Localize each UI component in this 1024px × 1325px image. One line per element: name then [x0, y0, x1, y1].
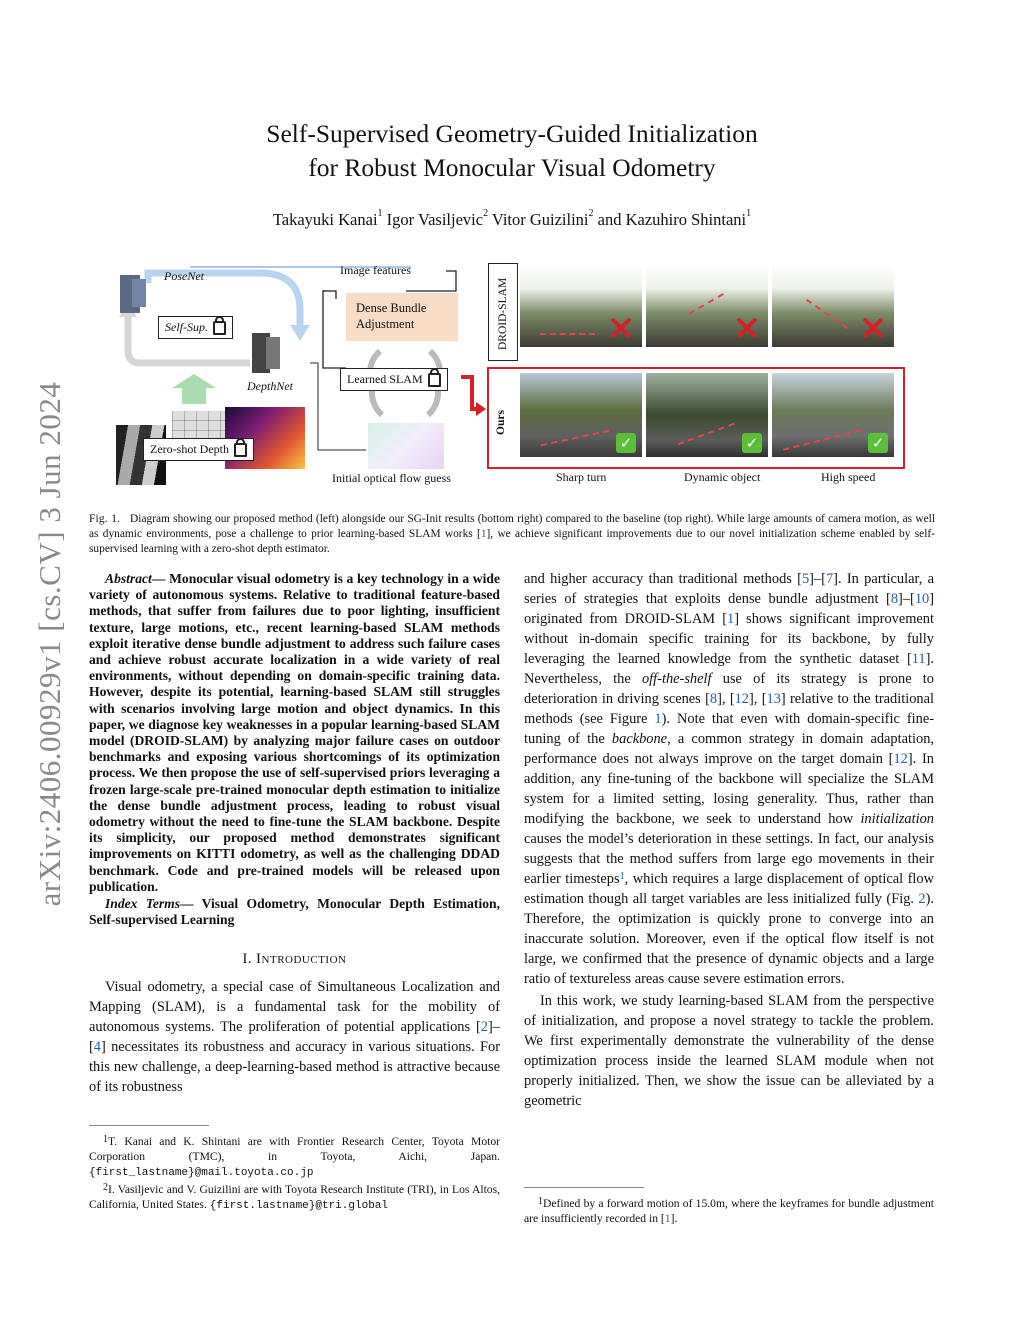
learned-slam-box: Learned SLAM	[340, 368, 448, 391]
droid-result-high-speed	[772, 263, 894, 347]
footnote-link[interactable]: 1	[619, 871, 625, 882]
author-list: Takayuki Kanai$^1$ Igor Vasiljevic$^2$ Vitor Guizilini$^2$ and Kazuhiro Shintani$^1$	[272, 208, 752, 229]
up-arrow-icon	[182, 388, 206, 404]
arxiv-stamp: arXiv:2406.00929v1 [cs.CV] 3 Jun 2024	[32, 381, 67, 907]
citation-link[interactable]: 12	[734, 691, 749, 707]
citation-link[interactable]: 8	[890, 591, 899, 607]
footnote-affiliation-1: $^1$T. Kanai and K. Shintani are with Frontier Research Center, Toyota Motor Corporation (TMC), in Toyota, Aichi, Japan. {first_lastname}@mail.toyota.co.jp	[89, 1134, 500, 1179]
ours-row-label: Ours	[495, 410, 507, 435]
check-icon: ✓	[868, 433, 888, 453]
lock-icon	[428, 373, 441, 387]
paper-title: Self-Supervised Geometry-Guided Initialization for Robust Monocular Visual Odometry	[266, 119, 758, 182]
col-label: Dynamic object	[684, 470, 761, 484]
citation-link[interactable]: 4	[93, 1039, 101, 1056]
initial-flow-label: Initial optical flow guess	[332, 471, 451, 485]
section-heading: I. Introduction	[242, 951, 347, 968]
self-sup-box: Self-Sup.	[158, 316, 233, 339]
citation-link[interactable]: 13	[766, 691, 781, 707]
footnote-affiliation-2: $^2$I. Vasiljevic and V. Guizilini are with Toyota Research Institute (TRI), in Los Altos, California, United States. {first.lastname}@tri.global	[89, 1182, 500, 1212]
lock-icon	[234, 443, 247, 457]
up-arrow-icon	[172, 374, 216, 388]
abstract: Abstract— Monocular visual odometry is a key technology in a wide variety of autonomous systems. Relative to traditional feature-based methods, that suffer from failures due to poor lighting, insufficient texture, large motions, etc., recent learning-based SLAM methods exploit iterative dense bundle adjustment to address such failure cases and achieve robust accurate localization in a wide variety of real environments, without depending on domain-specific training data. However, despite its potential, learning-based SLAM still struggles with scenarios involving large motion and object dynamics. In this paper, we diagnose key weaknesses in a popular learning-based SLAM model (DROID-SLAM) by analyzing major failure cases on outdoor benchmarks and exposing various shortcomings of its optimization process. We then propose the use of self-supervised priors leveraging a frozen large-scale pre-trained monocular depth estimation to initialize the dense bundle adjustment process, leading to robust visual odometry without the need to fine-tune the SLAM backbone. Despite its simplicity, our proposed method demonstrates significant improvements on KITTI odometry, as well as the challenging DDAD benchmark. Code and pre-trained models will be released upon publication.	[89, 571, 500, 894]
citation-link[interactable]: 1	[727, 611, 735, 627]
citation-link[interactable]: 8	[709, 691, 718, 707]
x-icon	[862, 317, 884, 339]
zero-shot-depth-box: Zero-shot Depth	[143, 438, 254, 461]
citation-link[interactable]: 7	[825, 571, 834, 587]
citation-link[interactable]: 5	[801, 571, 810, 587]
x-icon	[610, 317, 632, 339]
footnote-rule	[89, 1125, 209, 1126]
citation-link[interactable]: 10	[914, 591, 930, 607]
intro-paragraph: and higher accuracy than traditional methods [5]–[7]. In particular, a series of strategies that exploits dense bundle adjustment [8]–[10] originated from DROID-SLAM [1] shows significant improvement without in-domain specific training for its backbone, by fully leveraging the learned knowledge from the synthetic dataset [11]. Nevertheless, the off-the-shelf use of its strategy is prone to deterioration in driving scenes [8], [12], [13] relative to the traditional methods (see Figure 1). Note that even with domain-specific fine-tuning of the backbone, a common strategy in domain adaptation, performance does not always improve on the target domain [12]. In addition, any fine-tuning of the backbone will specialize the SLAM system for a limited setting, losing generality. Thus, rather than modifying the backbone, we seek to understand how initialization causes the model’s deterioration in these settings. In fact, our analysis suggests that the method suffers from large ego movements in their earlier timesteps$^1$, which requires a large displacement of optical flow estimation though all target variables are less initialized fully (Fig. 2). Therefore, the optimization is quickly prone to converge into an inaccurate solution. Moreover, even if the optical flow itself is not large, we confirmed that the presence of dynamic objects and a large ratio of textureless areas cause severe estimation errors.	[524, 571, 935, 987]
image-features-label: Image features	[340, 263, 411, 277]
droid-label-frame	[488, 263, 518, 361]
lock-icon	[213, 321, 226, 335]
figure-caption: Fig. 1. Diagram showing our proposed method (left) alongside our SG-Init results (bottom right) compared to the baseline (top right). While large amounts of camera motion, as well as dynamic environments, pose a challenge to prior learning-based SLAM works [1], we achieve significant improvements due to our novel initialization scheme enabled by self-supervised learning with a zero-shot depth estimator.	[89, 513, 935, 555]
depthnet-block	[266, 337, 280, 369]
citation-link[interactable]: 1	[480, 528, 487, 540]
author: Igor Vasiljevic	[386, 210, 484, 229]
droid-result-dynamic-object	[646, 263, 768, 347]
footnote-forward-motion: $^1$Defined by a forward motion of 15.0m, where the keyframes for bundle adjustment are insufficiently recorded in [1].	[524, 1196, 934, 1225]
left-column	[89, 571, 500, 1097]
figure-link[interactable]: 1	[654, 711, 662, 727]
author: Vitor Guizilini	[491, 210, 589, 229]
ours-result-high-speed	[772, 373, 894, 457]
author: Takayuki Kanai	[272, 210, 378, 229]
droid-result-sharp-turn	[520, 263, 642, 347]
droid-slam-row-label: DROID-SLAM	[497, 277, 509, 350]
dense-bundle-box: Dense Bundle Adjustment	[346, 293, 458, 341]
citation-link[interactable]: 2	[480, 1019, 488, 1036]
col-label: Sharp turn	[556, 470, 607, 484]
posenet-label: PoseNet	[164, 269, 204, 283]
citation-link[interactable]: 1	[664, 1212, 671, 1225]
footnote-rule	[524, 1187, 644, 1188]
figure-1	[110, 255, 910, 495]
x-icon	[736, 317, 758, 339]
col-label: High speed	[821, 470, 876, 484]
author: Kazuhiro Shintani	[625, 210, 747, 229]
right-column	[524, 569, 934, 1111]
posenet-block	[132, 279, 146, 307]
check-icon: ✓	[616, 433, 636, 453]
intro-paragraph: Visual odometry, a special case of Simultaneous Localization and Mapping (SLAM), is a fundamental task for the mobility of autonomous systems. The proliferation of potential applications [2]–[4] necessitates its robustness and accuracy in various situations. For this new challenge, a deep-learning-based method is attractive because of its robustness	[89, 979, 500, 1096]
check-icon: ✓	[742, 433, 762, 453]
ours-result-sharp-turn	[520, 373, 642, 457]
citation-link[interactable]: 11	[911, 651, 926, 667]
ours-result-dynamic-object	[646, 373, 768, 457]
depthnet-label: DepthNet	[247, 379, 293, 393]
index-terms: Index Terms— Visual Odometry, Monocular Depth Estimation, Self-supervised Learning	[89, 896, 500, 928]
citation-link[interactable]: 12	[893, 751, 908, 767]
intro-paragraph: In this work, we study learning-based SLAM from the perspective of initialization, and propose a novel strategy to tackle the problem. We first experimentally demonstrate the vulnerability of the dense optimization process inside the learned SLAM module when not properly initialized. Then, we show the issue can be alleviated by a geometric	[524, 993, 934, 1109]
figure-link[interactable]: 2	[918, 891, 926, 907]
optical-flow-image	[368, 423, 444, 469]
